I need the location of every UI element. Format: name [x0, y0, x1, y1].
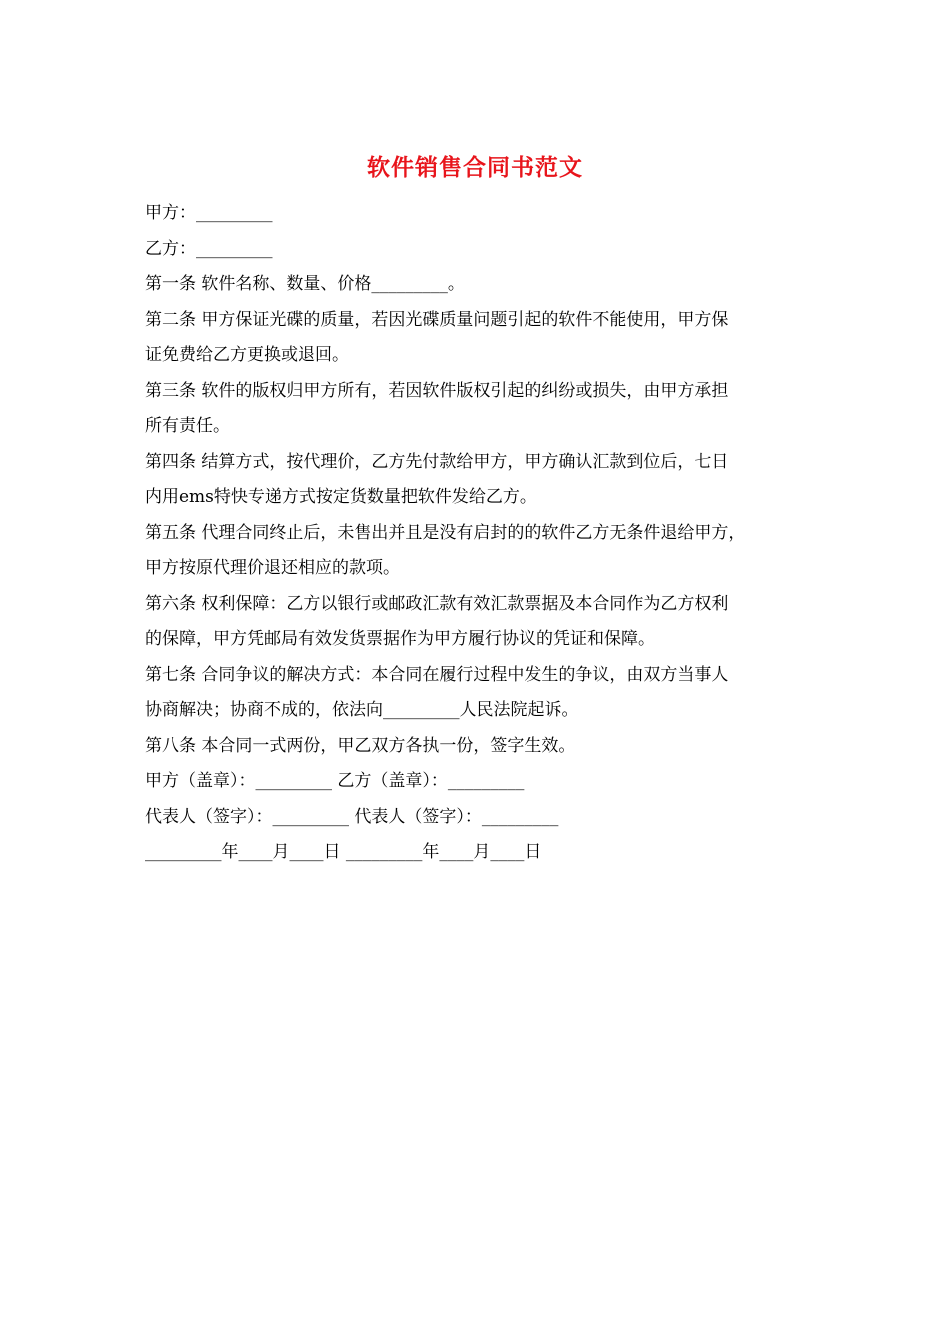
article-4-line-1: 第四条 结算方式，按代理价，乙方先付款给甲方，甲方确认汇款到位后，七日	[145, 451, 729, 472]
article-4-line-2: 内用ems特快专递方式按定货数量把软件发给乙方。	[145, 487, 537, 507]
date-line: _________年____月____日 _________年____月____日	[145, 842, 542, 862]
article-1-line: 第一条 软件名称、数量、价格_________。	[145, 274, 465, 294]
article-7-line-1: 第七条 合同争议的解决方式：本合同在履行过程中发生的争议，由双方当事人	[145, 664, 729, 685]
article-6-line-1: 第六条 权利保障：乙方以银行或邮政汇款有效汇款票据及本合同作为乙方权利	[145, 593, 729, 614]
article-8-line: 第八条 本合同一式两份，甲乙双方各执一份，签字生效。	[145, 735, 576, 756]
article-2-line-2: 证免费给乙方更换或退回。	[145, 345, 349, 365]
contract-body	[145, 196, 810, 871]
article-3-line-2: 所有责任。	[145, 416, 230, 436]
article-2-line-1: 第二条 甲方保证光碟的质量，若因光碟质量问题引起的软件不能使用，甲方保	[145, 309, 729, 330]
party-b-line: 乙方：_________	[145, 238, 273, 259]
party-a-line: 甲方：_________	[145, 203, 273, 223]
signature-line: 代表人（签字）：_________ 代表人（签字）：_________	[145, 806, 559, 827]
seal-line: 甲方（盖章）：_________ 乙方（盖章）：_________	[145, 771, 525, 791]
article-5-line-1: 第五条 代理合同终止后，未售出并且是没有启封的的软件乙方无条件退给甲方，	[145, 522, 746, 543]
article-7-line-2: 协商解决；协商不成的，依法向_________人民法院起诉。	[145, 700, 579, 720]
document-title: 软件销售合同书范文	[367, 154, 583, 181]
article-3-line-1: 第三条 软件的版权归甲方所有，若因软件版权引起的纠纷或损失，由甲方承担	[145, 380, 729, 401]
article-6-line-2: 的保障，甲方凭邮局有效发货票据作为甲方履行协议的凭证和保障。	[145, 629, 655, 649]
article-5-line-2: 甲方按原代理价退还相应的款项。	[145, 558, 400, 578]
